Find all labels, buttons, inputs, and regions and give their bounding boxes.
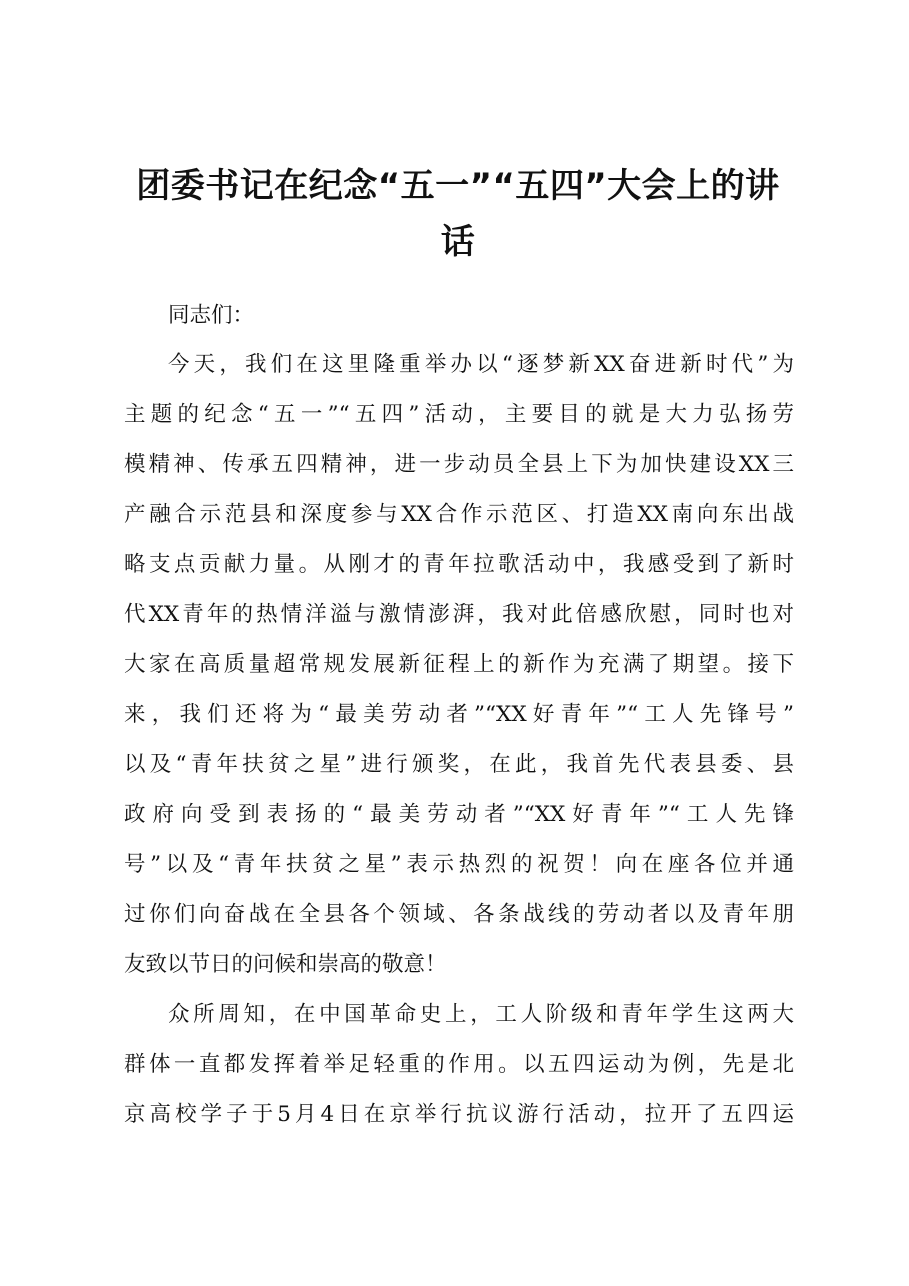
paragraph-1-line: 过你们向奋战在全县各个领域、各条战线的劳动者以及青年朋 bbox=[124, 902, 794, 927]
document-title bbox=[118, 158, 798, 270]
paragraph-1-line: 号”以及“青年扶贫之星”表示热烈的祝贺！向在座各位并通 bbox=[124, 852, 794, 877]
paragraph-1-line: 模精神、传承五四精神，进一步动员全县上下为加快建设XX三 bbox=[124, 452, 794, 477]
paragraph-1-line: 友致以节日的问候和崇高的敬意！ bbox=[124, 952, 447, 977]
paragraph-1-line: 产融合示范县和深度参与XX合作示范区、打造XX南向东出战 bbox=[124, 502, 794, 527]
paragraph-2-line: 众所周知，在中国革命史上，工人阶级和青年学生这两大 bbox=[168, 1002, 794, 1027]
title-line-1: 团委书记在纪念“五一”“五四”大会上的讲 bbox=[136, 166, 780, 206]
title-line-2: 话 bbox=[440, 222, 476, 262]
paragraph-1-line: 以及“青年扶贫之星”进行颁奖，在此，我首先代表县委、县 bbox=[124, 752, 794, 777]
paragraph-1-line: 主题的纪念“五一”“五四”活动，主要目的就是大力弘扬劳 bbox=[124, 402, 794, 427]
paragraph-1-line: 政府向受到表扬的“最美劳动者”“XX好青年”“工人先锋 bbox=[124, 802, 794, 827]
paragraph-1-line: 大家在高质量超常规发展新征程上的新作为充满了期望。接下 bbox=[124, 652, 794, 677]
paragraph-1-line: 今天，我们在这里隆重举办以“逐梦新XX奋进新时代”为 bbox=[168, 352, 794, 377]
paragraph-1-line: 略支点贡献力量。从刚才的青年拉歌活动中，我感受到了新时 bbox=[124, 552, 794, 577]
paragraph-1-line: 来，我们还将为“最美劳动者”“XX好青年”“工人先锋号” bbox=[124, 702, 794, 727]
paragraph-1-line: 代XX青年的热情洋溢与激情澎湃，我对此倍感欣慰，同时也对 bbox=[124, 602, 794, 627]
paragraph-2-line: 群体一直都发挥着举足轻重的作用。以五四运动为例，先是北 bbox=[124, 1052, 794, 1077]
salutation: 同志们： bbox=[168, 303, 255, 328]
paragraph-2-line: 京高校学子于5月4日在京举行抗议游行活动，拉开了五四运 bbox=[124, 1102, 794, 1127]
